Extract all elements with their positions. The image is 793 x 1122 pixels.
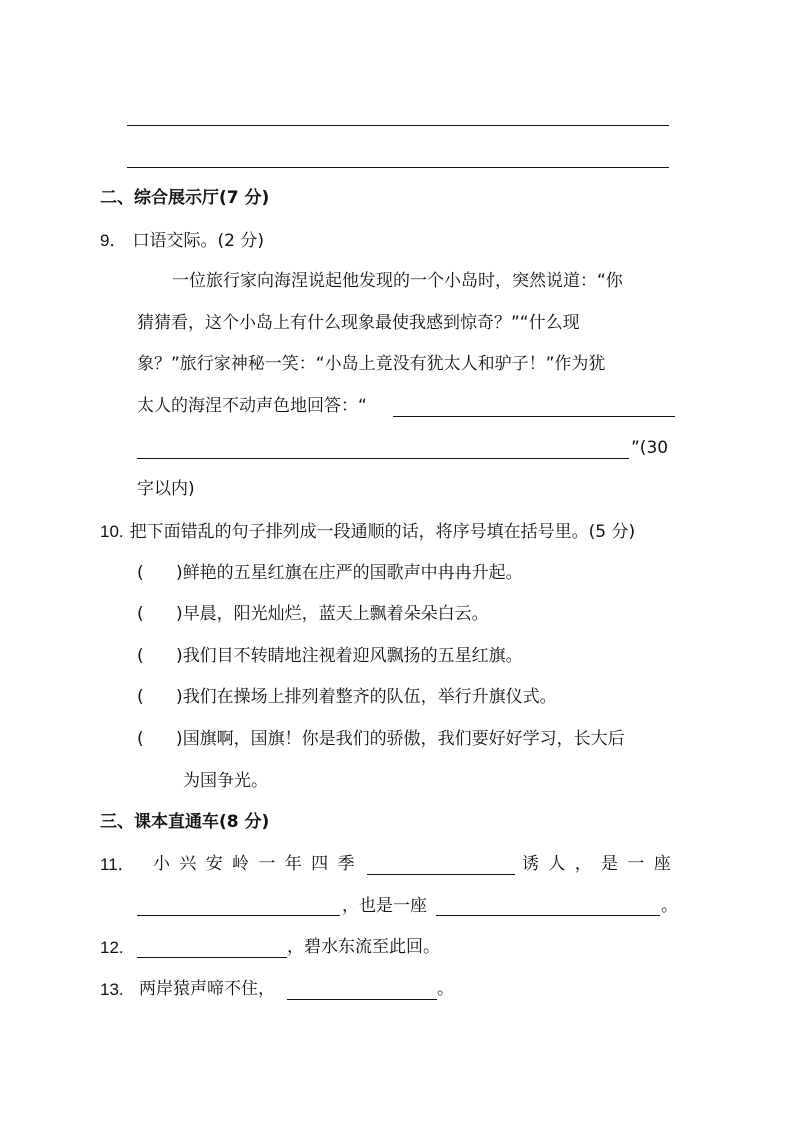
answer-line-1 [127, 125, 669, 126]
q10-answer-paren[interactable]: ( ) [137, 729, 183, 749]
q10-prompt-row [100, 523, 635, 541]
q10-item-1 [137, 565, 523, 582]
q9-prompt: 口语交际。(2 分) [132, 231, 264, 251]
q10-item-4 [137, 689, 557, 706]
q10-sentence: 我们在操场上排列着整齐的队伍，举行升旗仪式。 [182, 687, 557, 707]
q10-answer-paren[interactable]: ( ) [137, 563, 183, 583]
section2-heading: 二、综合展示厅(7 分) [100, 188, 270, 208]
q10-item-5-cont: 为国争光。 [183, 771, 268, 791]
q10-item-3 [137, 648, 523, 665]
q12-text: ，碧水东流至此回。 [287, 937, 440, 957]
q10-sentence: 国旗啊，国旗！你是我们的骄傲，我们要好好学习，长大后 [182, 729, 625, 749]
q11-part4: ，也是一座 [342, 896, 427, 916]
q9-line3: 象？”旅行家神秘一笑：“小岛上竟没有犹太人和驴子！”作为犹 [137, 354, 606, 374]
q10-number: 10. [100, 522, 124, 541]
q11-part5: 。 [661, 896, 678, 916]
q9-line2: 猜猜看，这个小岛上有什么现象最使我感到惊奇？”“什么现 [137, 313, 580, 333]
q9-line5-end: ”(30 [631, 438, 669, 458]
q10-item-2 [137, 606, 489, 623]
q12-number: 12. [100, 938, 124, 957]
q13-blank[interactable] [287, 999, 437, 1000]
q10-item-5 [137, 731, 625, 748]
q10-answer-paren[interactable]: ( ) [137, 687, 183, 707]
q9-answer-blank-2[interactable] [137, 458, 629, 459]
q11-part2: 诱人， [522, 854, 602, 874]
q11-blank-2[interactable] [137, 915, 340, 916]
q10-sentence: 早晨，阳光灿烂，蓝天上飘着朵朵白云。 [182, 604, 489, 624]
q13-end: 。 [437, 979, 454, 999]
q11-blank-3[interactable] [436, 915, 660, 916]
q11-number: 11． [100, 855, 135, 874]
q9-line6: 字以内) [137, 479, 195, 499]
q10-sentence: 我们目不转睛地注视着迎风飘扬的五星红旗。 [182, 646, 523, 666]
q10-prompt: 把下面错乱的句子排列成一段通顺的话，将序号填在括号里。(5 分) [129, 522, 636, 542]
q10-sentence: 鲜艳的五星红旗在庄严的国歌声中冉冉升起。 [182, 563, 523, 583]
q9-line4: 太人的海涅不动声色地回答：“ [137, 396, 367, 416]
q9-answer-blank-1[interactable] [393, 416, 675, 417]
q10-answer-paren[interactable]: ( ) [137, 646, 183, 666]
answer-line-2 [127, 167, 669, 168]
q11-part1: 小兴安岭一年四季 [153, 854, 364, 874]
q12-blank[interactable] [137, 957, 287, 958]
q13-number: 13. [100, 980, 124, 999]
q9-prompt-row [100, 232, 264, 250]
q13-text: 两岸猿声啼不住， [139, 979, 275, 999]
q11-blank-1[interactable] [367, 874, 515, 875]
q9-number: 9． [100, 231, 127, 250]
q11-part3: 是一座 [601, 854, 681, 874]
q10-answer-paren[interactable]: ( ) [137, 604, 183, 624]
section3-heading: 三、课本直通车(8 分) [100, 812, 270, 832]
q9-line1: 一位旅行家向海涅说起他发现的一个小岛时，突然说道：“你 [172, 271, 623, 291]
